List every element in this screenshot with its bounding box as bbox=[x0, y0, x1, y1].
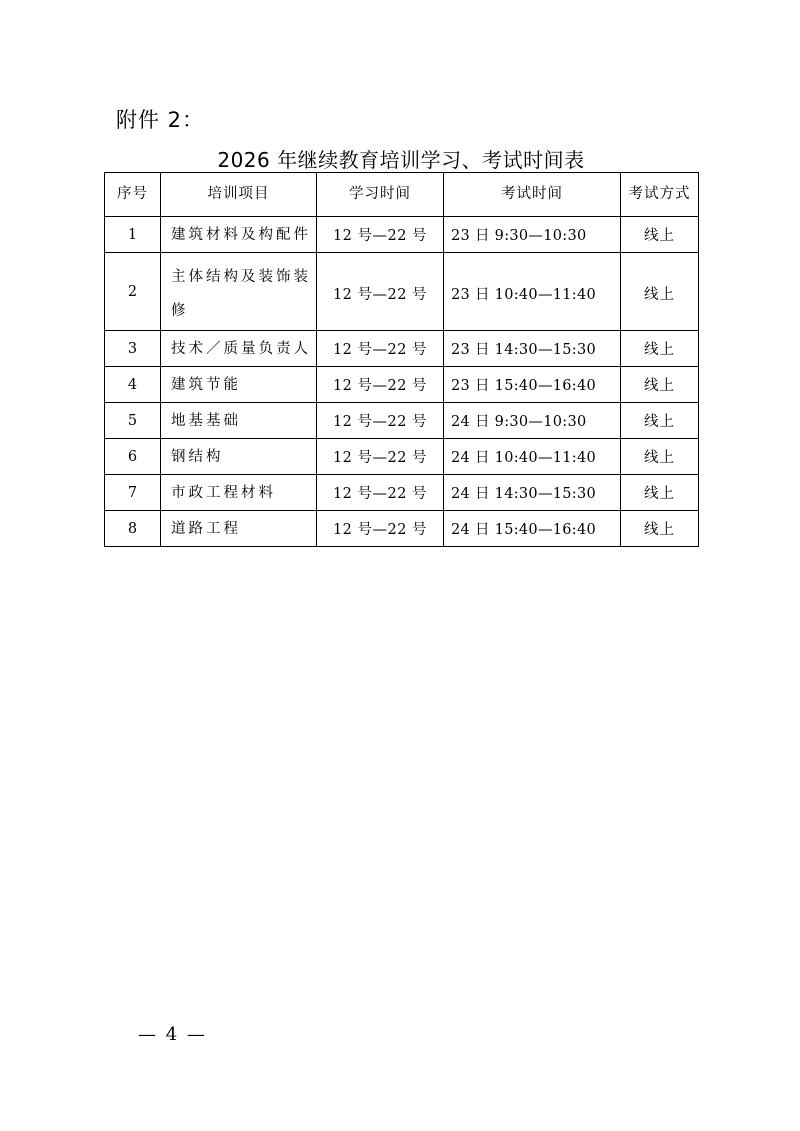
document-title: 2026 年继续教育培训学习、考试时间表 bbox=[217, 148, 585, 172]
header-item: 培训项目 bbox=[161, 173, 317, 217]
row-no: 7 bbox=[105, 475, 161, 511]
row-no: 2 bbox=[105, 253, 161, 331]
row-item: 市政工程材料 bbox=[161, 475, 317, 511]
row-item: 技术／质量负责人 bbox=[161, 331, 317, 367]
row-study-time: 12 号—22 号 bbox=[317, 439, 444, 475]
header-exam-time: 考试时间 bbox=[444, 173, 621, 217]
row-exam-time: 24 日 10:40—11:40 bbox=[444, 439, 621, 475]
row-exam-method: 线上 bbox=[621, 367, 699, 403]
table-row bbox=[105, 217, 699, 253]
row-exam-time: 23 日 15:40—16:40 bbox=[444, 367, 621, 403]
table-row bbox=[105, 475, 699, 511]
table-row bbox=[105, 403, 699, 439]
page-number: — 4 — bbox=[138, 1024, 207, 1045]
row-study-time: 12 号—22 号 bbox=[317, 403, 444, 439]
table-row bbox=[105, 511, 699, 547]
row-study-time: 12 号—22 号 bbox=[317, 475, 444, 511]
row-no: 6 bbox=[105, 439, 161, 475]
row-no: 8 bbox=[105, 511, 161, 547]
row-exam-time: 23 日 10:40—11:40 bbox=[444, 253, 621, 331]
header-exam-method: 考试方式 bbox=[621, 173, 699, 217]
row-exam-method: 线上 bbox=[621, 331, 699, 367]
attachment-label: 附件 2： bbox=[116, 108, 205, 132]
row-study-time: 12 号—22 号 bbox=[317, 253, 444, 331]
header-no: 序号 bbox=[105, 173, 161, 217]
schedule-table bbox=[104, 172, 699, 547]
row-exam-time: 24 日 14:30—15:30 bbox=[444, 475, 621, 511]
row-exam-method: 线上 bbox=[621, 217, 699, 253]
row-exam-time: 24 日 9:30—10:30 bbox=[444, 403, 621, 439]
row-no: 1 bbox=[105, 217, 161, 253]
row-exam-method: 线上 bbox=[621, 253, 699, 331]
row-study-time: 12 号—22 号 bbox=[317, 511, 444, 547]
row-exam-time: 23 日 9:30—10:30 bbox=[444, 217, 621, 253]
row-no: 3 bbox=[105, 331, 161, 367]
row-item: 道路工程 bbox=[161, 511, 317, 547]
table-row bbox=[105, 439, 699, 475]
table-row bbox=[105, 367, 699, 403]
row-item: 主体结构及装饰装修 bbox=[161, 253, 317, 331]
header-study-time: 学习时间 bbox=[317, 173, 444, 217]
row-item: 地基基础 bbox=[161, 403, 317, 439]
row-item: 建筑节能 bbox=[161, 367, 317, 403]
row-item: 建筑材料及构配件 bbox=[161, 217, 317, 253]
row-study-time: 12 号—22 号 bbox=[317, 331, 444, 367]
table-header-row bbox=[105, 173, 699, 217]
row-exam-time: 24 日 15:40—16:40 bbox=[444, 511, 621, 547]
table-row bbox=[105, 253, 699, 331]
row-no: 5 bbox=[105, 403, 161, 439]
row-exam-method: 线上 bbox=[621, 403, 699, 439]
row-item: 钢结构 bbox=[161, 439, 317, 475]
row-exam-method: 线上 bbox=[621, 511, 699, 547]
row-study-time: 12 号—22 号 bbox=[317, 367, 444, 403]
table-row bbox=[105, 331, 699, 367]
row-no: 4 bbox=[105, 367, 161, 403]
row-study-time: 12 号—22 号 bbox=[317, 217, 444, 253]
row-exam-time: 23 日 14:30—15:30 bbox=[444, 331, 621, 367]
row-exam-method: 线上 bbox=[621, 475, 699, 511]
row-exam-method: 线上 bbox=[621, 439, 699, 475]
